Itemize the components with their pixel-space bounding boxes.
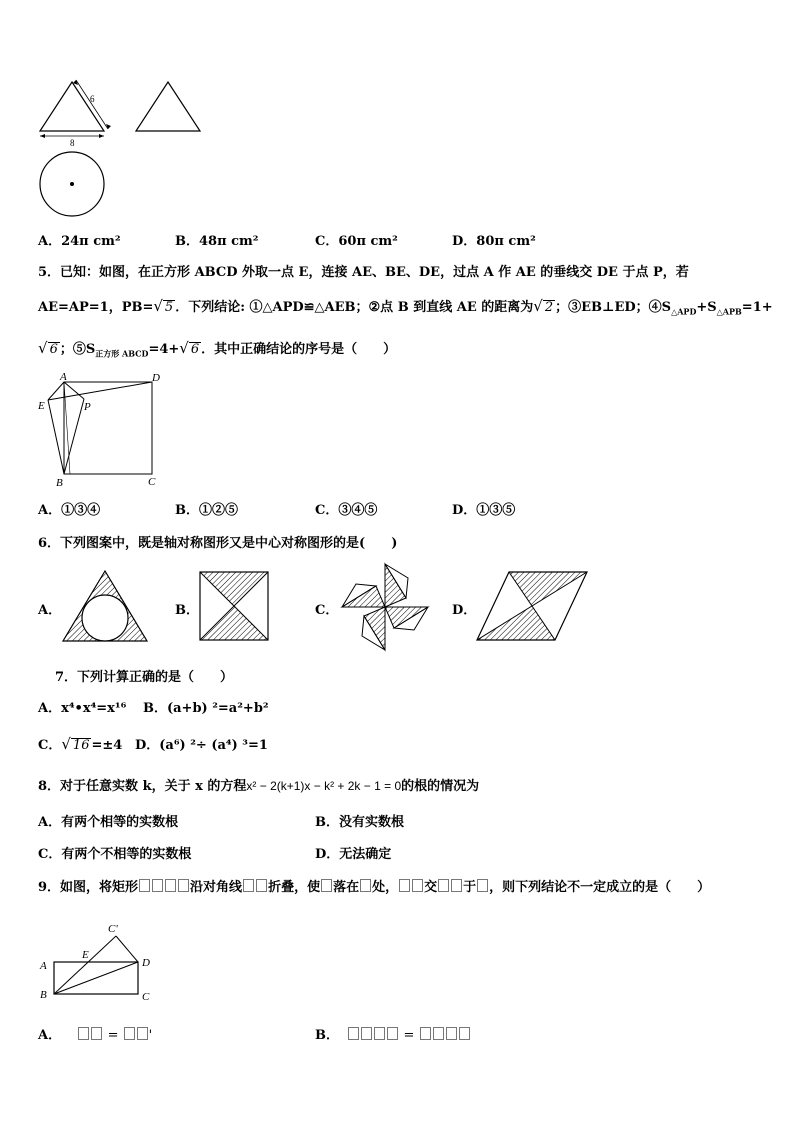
q5-stem-line2: AE=AP=1，PB=√ 5 ．下列结论: ①△APD≌△AEB；②点 B 到直线 AE 的距离为√ 2 ；③EB⊥ED；$④S_{\triangle APD}+S_{\triangle APB}=1+$ xyxy=(38,297,773,317)
q5-option-a[interactable]: A．①③④ xyxy=(38,503,101,518)
base-length-label: 8 xyxy=(70,138,75,148)
q7-stem: 7．下列计算正确的是（ ） xyxy=(55,670,234,685)
q6-figure-a[interactable] xyxy=(60,568,150,644)
square-abcd-figure xyxy=(34,368,174,488)
q4-option-a[interactable]: A．24π cm² xyxy=(38,234,121,249)
label-c: C xyxy=(148,476,156,488)
q5-option-d[interactable]: D．①③⑤ xyxy=(452,503,516,518)
q9-stem: 9．如图，将矩形 沿对角线 折叠，使 落在 处， 交 于 ，则下列结论不一定成立的是（ ） xyxy=(38,880,711,895)
q6-figure-b[interactable] xyxy=(198,570,270,642)
q5-option-b[interactable]: B．①②⑤ xyxy=(175,503,238,518)
label-a: A xyxy=(40,960,47,972)
q9-option-b[interactable]: B． = xyxy=(315,1024,471,1043)
q7-option-a[interactable]: A．x⁴•x⁴=x¹⁶ xyxy=(38,701,127,716)
label-b: B xyxy=(40,989,47,1001)
q7-option-c[interactable]: C．√ 16 =±4 xyxy=(38,735,123,753)
q6-label-b[interactable]: B． xyxy=(175,603,199,618)
q4-option-c[interactable]: C．60π cm² xyxy=(315,234,398,249)
label-e: E xyxy=(38,400,45,412)
top-view-circle xyxy=(40,152,104,216)
q8-equation: x² − 2(k+1)x − k² + 2k − 1 = 0 xyxy=(246,779,402,793)
q8-option-b[interactable]: B．没有实数根 xyxy=(315,815,404,830)
label-a: A xyxy=(60,371,67,383)
folded-rectangle-figure xyxy=(34,918,164,1008)
q7-option-b[interactable]: B．(a+b) ²=a²+b² xyxy=(143,701,269,716)
q7-option-d[interactable]: D．(a⁶) ²÷ (a⁴) ³=1 xyxy=(135,738,268,753)
label-p: P xyxy=(84,401,91,413)
q8-option-a[interactable]: A．有两个相等的实数根 xyxy=(38,815,179,830)
q8-option-c[interactable]: C．有两个不相等的实数根 xyxy=(38,847,192,862)
q6-figure-c[interactable] xyxy=(338,560,433,655)
q5-stem-line1: 5．已知：如图，在正方形 ABCD 外取一点 E，连接 AE、BE、DE，过点 A 作 AE 的垂线交 DE 于点 P，若 xyxy=(38,265,689,280)
q9-option-a[interactable]: A． = ' xyxy=(38,1028,153,1043)
q5-stem-line3: √ 6 ；$⑤S_{正方形 ABCD}=4+√$ 6 ．其中正确结论的序号是（ ） xyxy=(38,339,397,359)
side-length-label: 6 xyxy=(90,94,95,104)
q6-label-d[interactable]: D． xyxy=(452,603,477,618)
cone-three-views-figure xyxy=(30,78,220,223)
label-c: C xyxy=(142,991,150,1003)
q5-option-c[interactable]: C．③④⑤ xyxy=(315,503,378,518)
q8-stem: 8．对于任意实数 k，关于 x 的方程x² − 2(k+1)x − k² + 2k − 1 = 0的根的情况为 xyxy=(38,779,480,794)
q6-label-a[interactable]: A． xyxy=(38,603,62,618)
q8-option-d[interactable]: D．无法确定 xyxy=(315,847,392,862)
label-c-prime: C' xyxy=(108,923,118,935)
label-d: D xyxy=(152,372,160,384)
side-view-triangle xyxy=(136,82,200,131)
q6-stem: 6．下列图案中，既是轴对称图形又是中心对称图形的是( ) xyxy=(38,536,398,551)
q4-option-d[interactable]: D．80π cm² xyxy=(452,234,536,249)
q6-label-c[interactable]: C． xyxy=(315,603,339,618)
q6-figure-d[interactable] xyxy=(475,570,590,642)
label-d: D xyxy=(142,957,150,969)
label-e: E xyxy=(82,949,89,961)
front-view-triangle xyxy=(40,80,111,148)
q4-option-b[interactable]: B．48π cm² xyxy=(175,234,259,249)
label-b: B xyxy=(56,477,63,488)
